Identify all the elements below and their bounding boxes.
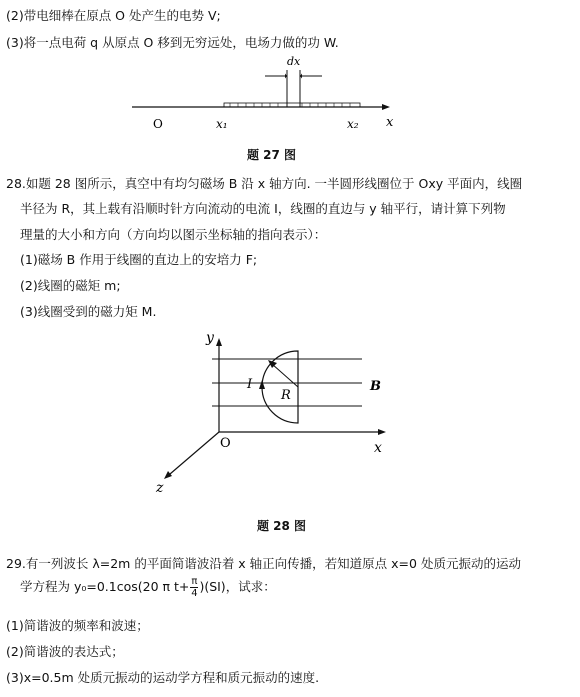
q29-stem-line-1: 29.有一列波长 λ=2m 的平面简谐波沿着 x 轴正向传播，若知道原点 x=0 处质元振动的运动 <box>6 556 521 571</box>
z-axis-label: z <box>156 480 164 496</box>
x-axis-label: x <box>374 440 382 456</box>
radius-line <box>272 364 298 387</box>
figure-27-caption: 题 27 图 <box>247 148 297 162</box>
fraction-denominator: 4 <box>191 588 198 599</box>
y-axis-label: y <box>206 330 214 346</box>
q29-item-2: (2)简谐波的表达式； <box>6 644 124 659</box>
q27-item-3: (3)将一点电荷 q 从原点 O 移到无穷远处，电场力做的功 W. <box>6 35 339 50</box>
dx-label: dx <box>287 55 301 68</box>
q28-stem-line-3: 理量的大小和方向（方向均以图示坐标轴的指向表示）： <box>20 227 327 242</box>
q29-item-1: (1)简谐波的频率和波速； <box>6 618 149 633</box>
figure-28-caption: 题 28 图 <box>257 519 307 533</box>
semicircle-coil <box>262 351 298 423</box>
x-axis-arrow <box>382 104 390 110</box>
q29-equation-part-a: 学方程为 y₀=0.1cos(20 π t+ <box>20 579 190 594</box>
q29-equation-part-b: )(SI)，试求： <box>199 579 276 594</box>
q27-item-2: (2)带电细棒在原点 O 处产生的电势 V; <box>6 8 221 23</box>
x1-label: x₁ <box>216 117 228 131</box>
current-arrow <box>259 380 265 389</box>
q28-item-3: (3)线圈受到的磁力矩 M. <box>20 304 157 319</box>
figure-28 <box>150 324 400 499</box>
origin-label: O <box>220 436 231 451</box>
q28-stem-line-2: 半径为 R，其上载有沿顺时针方向流动的电流 I，线圈的直边与 y 轴平行，请计算下列物 <box>20 201 506 216</box>
x-axis-label: x <box>386 115 394 130</box>
phase-fraction <box>190 576 198 599</box>
q28-item-1: (1)磁场 B 作用于线圈的直边上的安培力 F; <box>20 252 258 267</box>
origin-label: O <box>153 117 163 131</box>
q29-item-3: (3)x=0.5m 处质元振动的运动学方程和质元振动的速度. <box>6 670 320 685</box>
q28-stem-line-1: 28.如题 28 图所示，真空中有均匀磁场 B 沿 x 轴方向. 一半圆形线圈位于 Oxy 平面内，线圈 <box>6 176 523 191</box>
current-label: I <box>247 377 253 392</box>
z-axis <box>170 432 219 474</box>
q29-stem-line-2 <box>20 576 276 599</box>
figure-27 <box>120 52 420 132</box>
radius-label: R <box>281 388 291 403</box>
x2-label: x₂ <box>347 117 359 131</box>
field-label: B <box>370 379 381 394</box>
q28-item-2: (2)线圈的磁矩 m; <box>20 278 121 293</box>
fraction-numerator: π <box>191 576 198 587</box>
